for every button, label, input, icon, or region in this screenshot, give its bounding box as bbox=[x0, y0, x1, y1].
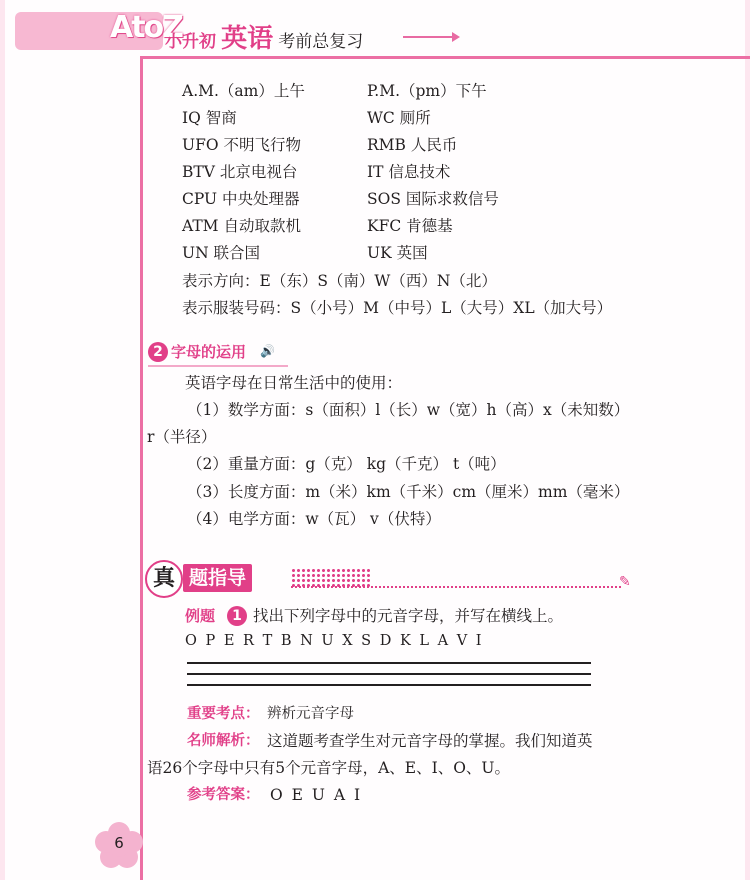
directions-line: 表示方向：E（东）S（南）W（西）N（北） bbox=[182, 272, 497, 290]
pencil-icon: ✎ bbox=[619, 574, 631, 590]
section-number: 2 bbox=[148, 342, 168, 362]
letter-sequence: O P E R T B N U X S D K L A V I bbox=[185, 633, 484, 649]
practice-label: 题指导 bbox=[183, 564, 252, 592]
section-2-heading bbox=[148, 340, 288, 364]
abbr-right-1: P.M.（pm）下午 bbox=[367, 82, 487, 100]
length-line: （3）长度方面：m（米）km（千米）cm（厘米）mm（毫米） bbox=[187, 483, 630, 501]
explanation-label: 名师解析： bbox=[187, 733, 260, 749]
abbr-right-5: SOS 国际求救信号 bbox=[367, 190, 499, 208]
math-line-cont: r（半径） bbox=[147, 428, 217, 446]
key-point-label: 重要考点： bbox=[187, 706, 260, 722]
electric-line: （4）电学方面：w（瓦） v（伏特） bbox=[187, 510, 441, 528]
key-point-value: 辨析元音字母 bbox=[267, 706, 354, 722]
practice-char: 真 bbox=[145, 560, 183, 598]
explanation-line-1: 这道题考查学生对元音字母的掌握。我们知道英 bbox=[267, 732, 593, 750]
dot-pattern bbox=[291, 568, 371, 588]
abbr-left-1: A.M.（am）上午 bbox=[182, 82, 305, 100]
page-header bbox=[15, 6, 455, 54]
section-title: 字母的运用 bbox=[171, 343, 247, 361]
section-underline bbox=[148, 365, 288, 367]
title-prefix: 小升初 bbox=[165, 32, 216, 52]
page bbox=[5, 0, 745, 880]
title-suffix: 考前总复习 bbox=[278, 32, 364, 52]
answer-line-1 bbox=[187, 662, 591, 664]
abbr-left-2: IQ 智商 bbox=[182, 109, 237, 127]
explanation-line-2: 语26个字母中只有5个元音字母，A、E、I、O、U。 bbox=[147, 759, 510, 777]
header-title bbox=[165, 18, 363, 55]
abbr-right-6: KFC 肯德基 bbox=[367, 217, 453, 235]
speaker-icon: 🔊 bbox=[260, 344, 275, 358]
abbr-left-7: UN 联合国 bbox=[182, 244, 261, 262]
page-number: 6 bbox=[114, 834, 124, 852]
answer-line-2 bbox=[187, 673, 591, 675]
answer-value: O E U A I bbox=[270, 786, 363, 804]
example-question: 找出下列字母中的元音字母，并写在横线上。 bbox=[253, 607, 564, 625]
weight-line: （2）重量方面：g（克） kg（千克） t（吨） bbox=[187, 455, 506, 473]
math-line: （1）数学方面：s（面积）l（长）w（宽）h（高）x（未知数） bbox=[187, 401, 630, 419]
answer-label: 参考答案： bbox=[187, 787, 260, 803]
dotted-divider bbox=[291, 586, 621, 588]
abbr-left-5: CPU 中央处理器 bbox=[182, 190, 300, 208]
abbr-right-3: RMB 人民币 bbox=[367, 136, 458, 154]
practice-heading bbox=[145, 560, 635, 596]
example-tag: 例题 bbox=[185, 607, 216, 625]
sizes-line: 表示服装号码：S（小号）M（中号）L（大号）XL（加大号） bbox=[182, 299, 613, 317]
example-number: 1 bbox=[227, 606, 247, 626]
title-main: 英语 bbox=[221, 24, 274, 54]
answer-line-3 bbox=[187, 684, 591, 686]
abbr-right-4: IT 信息技术 bbox=[367, 163, 451, 181]
letters-intro: 英语字母在日常生活中的使用： bbox=[185, 374, 403, 392]
page-number-flower bbox=[95, 822, 143, 870]
abbr-left-6: ATM 自动取款机 bbox=[182, 217, 301, 235]
abbr-left-4: BTV 北京电视台 bbox=[182, 163, 298, 181]
abbr-right-7: UK 英国 bbox=[367, 244, 428, 262]
abbr-left-3: UFO 不明飞行物 bbox=[182, 136, 301, 154]
az-logo: AtoZ bbox=[110, 10, 182, 45]
arrow-icon bbox=[403, 36, 458, 38]
abbr-right-2: WC 厕所 bbox=[367, 109, 431, 127]
